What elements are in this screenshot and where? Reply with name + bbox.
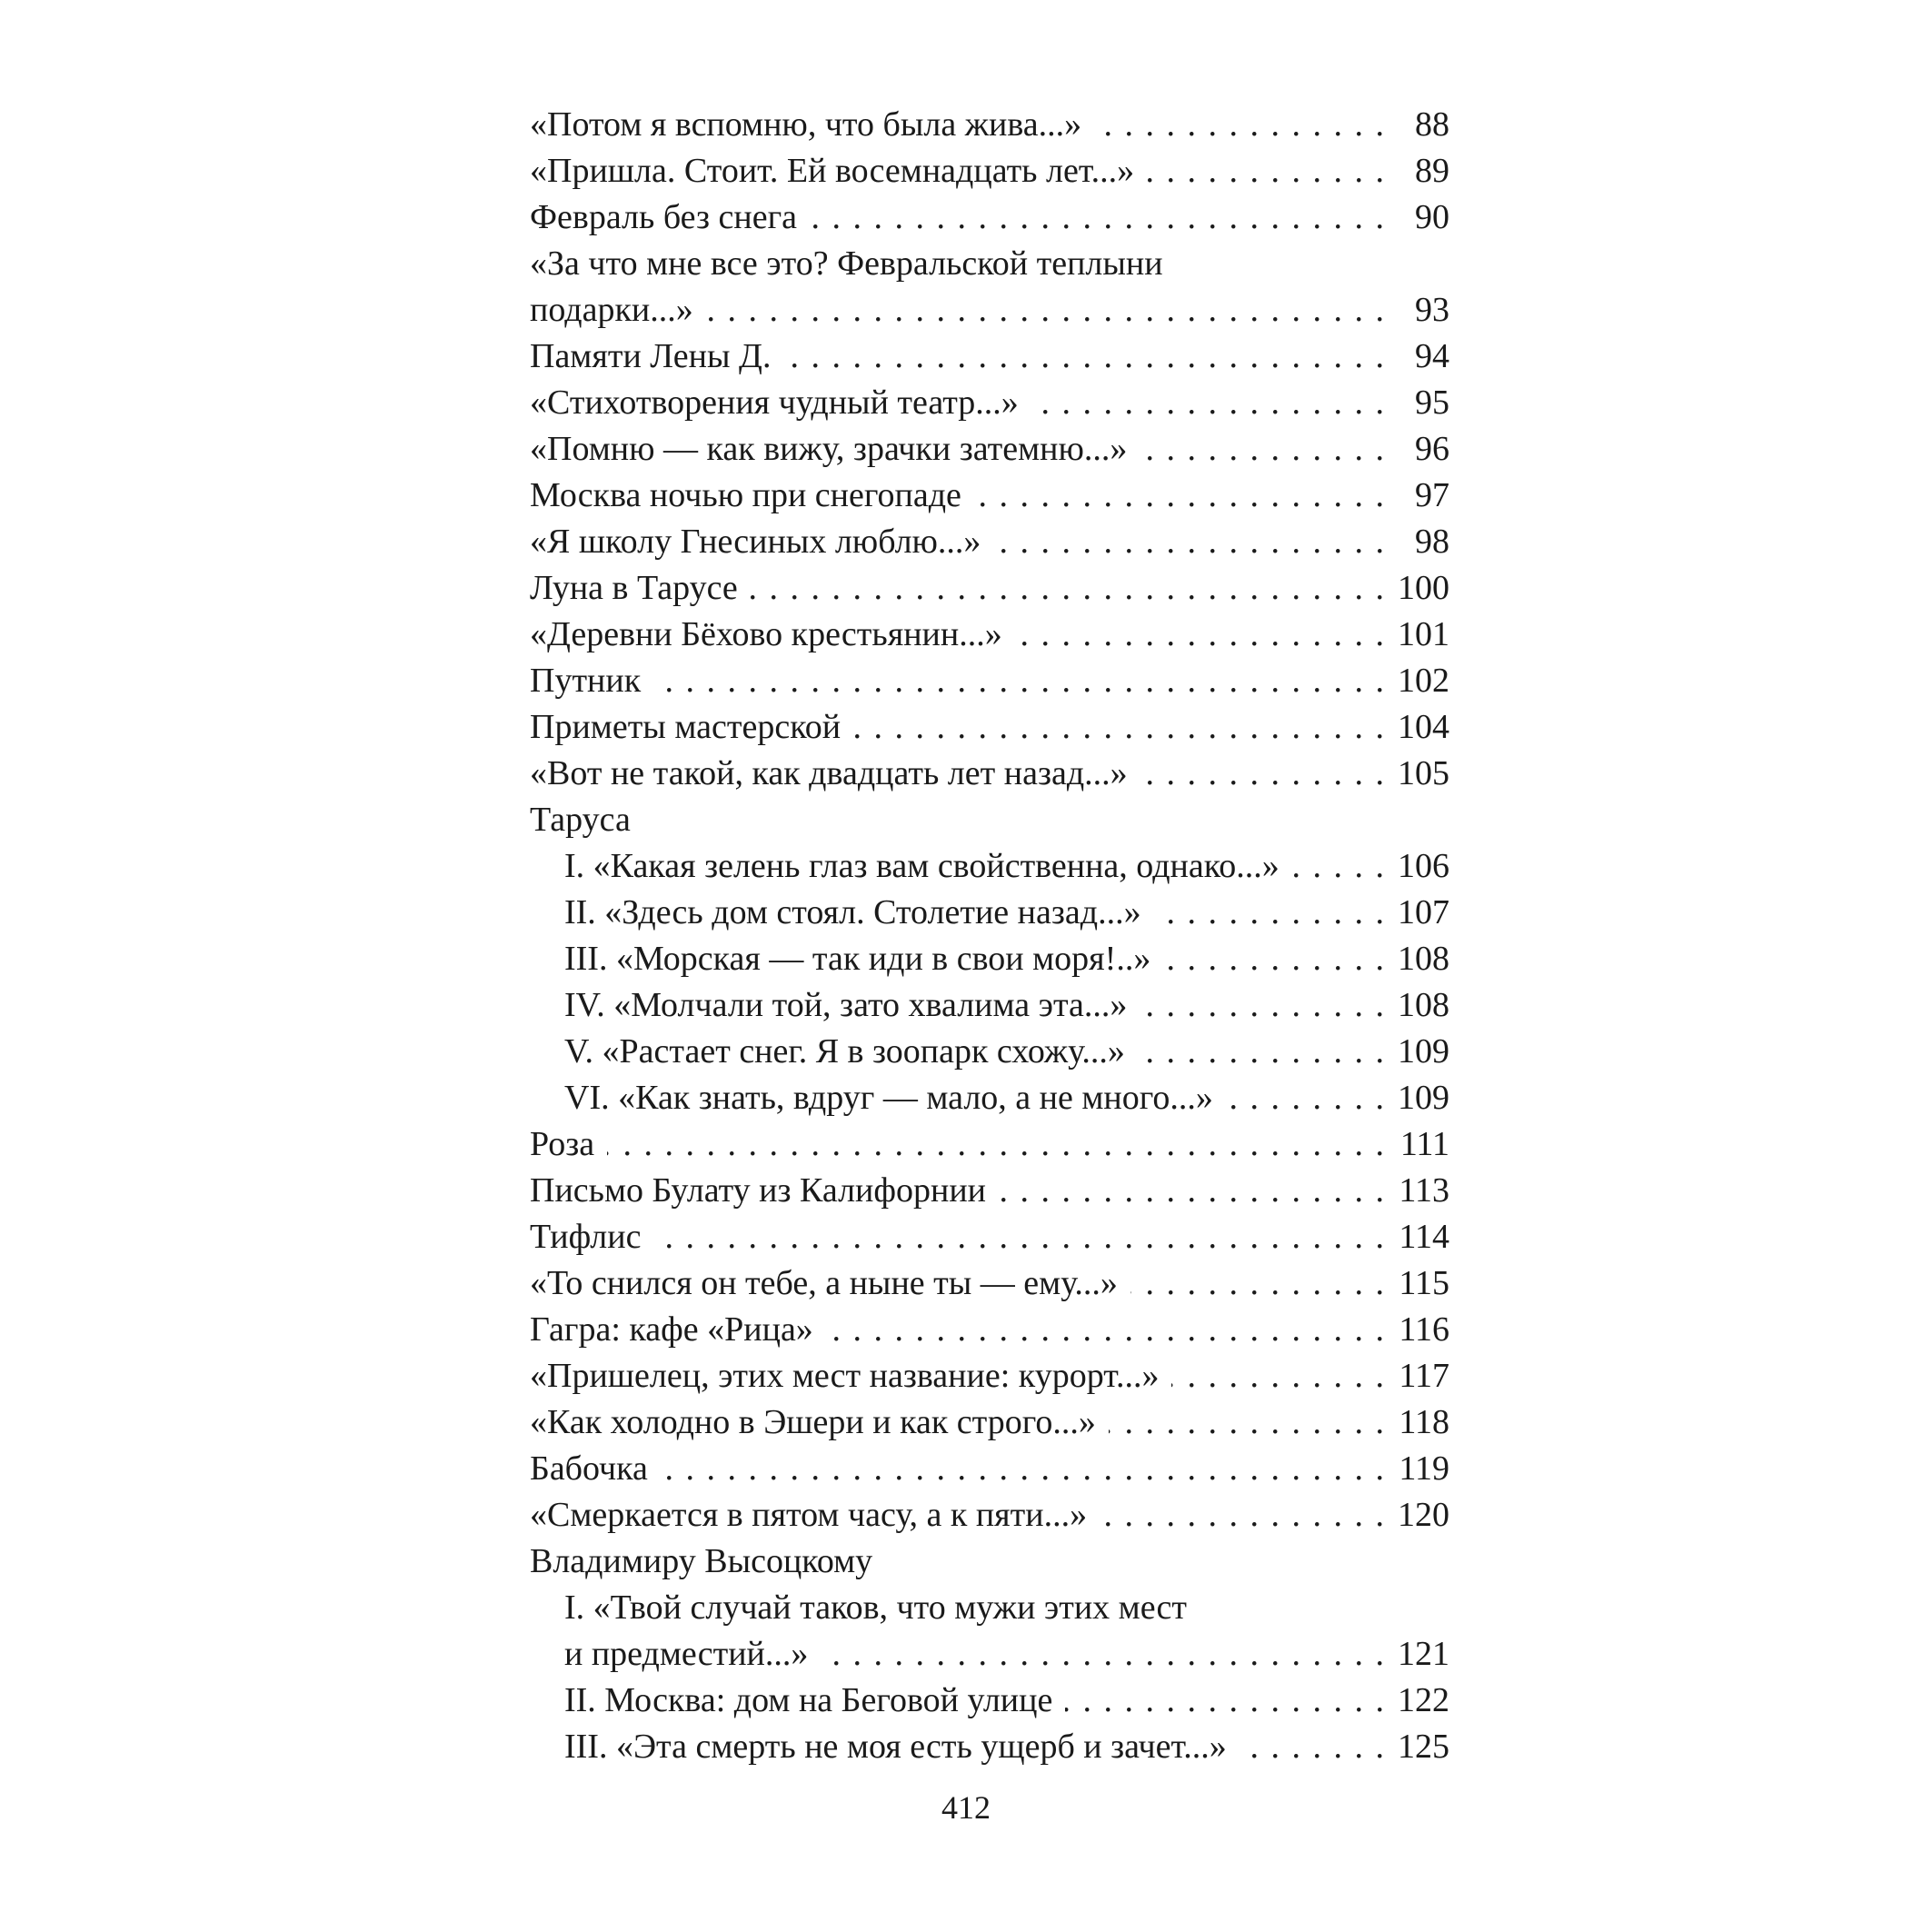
toc-entry bbox=[530, 1168, 1449, 1214]
toc-entry-page: 98 bbox=[1415, 523, 1449, 561]
toc-entry bbox=[530, 1492, 1449, 1539]
toc-entry bbox=[530, 1075, 1449, 1121]
toc-entry-page: 121 bbox=[1398, 1635, 1449, 1673]
toc-entry-title: VI. «Как знать, вдруг — мало, а не много...» bbox=[564, 1079, 1213, 1117]
toc-entry-page: 115 bbox=[1399, 1264, 1449, 1302]
toc-entry-title: III. «Морская — так иди в свои моря!..» bbox=[564, 940, 1151, 978]
dot-leader bbox=[974, 473, 1386, 519]
toc-entry-title: Приметы мастерской bbox=[530, 708, 842, 746]
toc-entry-title: «Пришелец, этих мест название: курорт...» bbox=[530, 1357, 1160, 1395]
toc-entry-page: 104 bbox=[1398, 708, 1449, 746]
toc-entry-page: 100 bbox=[1398, 569, 1449, 607]
toc-entry-title: подарки...» bbox=[530, 291, 693, 329]
toc-entry-title: Роза bbox=[530, 1125, 595, 1163]
toc-entry-page: 109 bbox=[1398, 1032, 1449, 1071]
dot-leader bbox=[653, 658, 1386, 704]
toc-entry-title: «Пришла. Стоит. Ей восемнадцать лет...» bbox=[530, 152, 1135, 190]
toc-entry bbox=[530, 612, 1449, 658]
table-of-contents bbox=[530, 102, 1449, 1770]
toc-entry bbox=[530, 1260, 1449, 1307]
toc-entry-page: 95 bbox=[1415, 383, 1449, 422]
toc-entry-title: «То снился он тебе, а ныне ты — ему...» bbox=[530, 1264, 1118, 1302]
toc-entry-page: 102 bbox=[1398, 662, 1449, 700]
toc-entry-page: 94 bbox=[1415, 337, 1449, 375]
dot-leader bbox=[1065, 1678, 1386, 1724]
dot-leader bbox=[1109, 1399, 1386, 1446]
toc-entry-page: 108 bbox=[1398, 986, 1449, 1024]
toc-entry-page: 119 bbox=[1399, 1449, 1449, 1488]
dot-leader bbox=[1292, 843, 1386, 890]
toc-entry-title: «Вот не такой, как двадцать лет назад...» bbox=[530, 754, 1128, 792]
toc-entry bbox=[530, 1678, 1449, 1724]
dot-leader bbox=[993, 519, 1386, 565]
toc-entry-page: 111 bbox=[1399, 1125, 1449, 1163]
dot-leader bbox=[1163, 936, 1386, 982]
toc-entry-title: «Как холодно в Эшери и как строго...» bbox=[530, 1403, 1096, 1441]
toc-entry-title: V. «Растает снег. Я в зоопарк схожу...» bbox=[564, 1032, 1125, 1071]
toc-entry-title: IV. «Молчали той, зато хвалима эта...» bbox=[564, 986, 1128, 1024]
dot-leader bbox=[826, 1307, 1386, 1353]
toc-entry bbox=[530, 1539, 1449, 1585]
toc-entry-page: 122 bbox=[1398, 1681, 1449, 1719]
toc-entry bbox=[530, 797, 1449, 843]
toc-entry bbox=[530, 565, 1449, 612]
dot-leader bbox=[1094, 102, 1386, 148]
toc-entry bbox=[530, 1307, 1449, 1353]
toc-entry bbox=[530, 241, 1449, 287]
toc-entry bbox=[530, 334, 1449, 380]
toc-entry-page: 105 bbox=[1398, 754, 1449, 792]
toc-entry bbox=[530, 148, 1449, 194]
toc-entry-page: 118 bbox=[1399, 1403, 1449, 1441]
toc-entry bbox=[530, 473, 1449, 519]
dot-leader bbox=[1226, 1075, 1386, 1121]
toc-entry bbox=[530, 102, 1449, 148]
toc-entry-title: III. «Эта смерть не моя есть ущерб и зачет...» bbox=[564, 1728, 1227, 1766]
toc-entry-title: Тифлис bbox=[530, 1218, 642, 1256]
toc-entry-title: Путник bbox=[530, 662, 642, 700]
toc-entry-page: 116 bbox=[1399, 1310, 1449, 1349]
toc-entry bbox=[530, 194, 1449, 241]
dot-leader bbox=[1140, 982, 1386, 1029]
toc-entry bbox=[530, 658, 1449, 704]
toc-entry-title: Памяти Лены Д. bbox=[530, 337, 772, 375]
dot-leader bbox=[1015, 612, 1386, 658]
toc-entry bbox=[530, 1446, 1449, 1492]
dot-leader bbox=[999, 1168, 1386, 1214]
dot-leader bbox=[751, 565, 1386, 612]
toc-entry-page: 108 bbox=[1398, 940, 1449, 978]
toc-entry-title: Луна в Тарусе bbox=[530, 569, 738, 607]
toc-entry bbox=[530, 380, 1449, 426]
dot-leader bbox=[1147, 148, 1386, 194]
toc-entry-title: и предместий...» bbox=[564, 1635, 809, 1673]
dot-leader bbox=[853, 704, 1386, 751]
toc-entry-title: Письмо Булату из Калифорнии bbox=[530, 1171, 986, 1210]
toc-entry-title: II. «Здесь дом стоял. Столетие назад...» bbox=[564, 893, 1141, 931]
toc-entry-page: 101 bbox=[1398, 615, 1449, 653]
toc-entry-title: Бабочка bbox=[530, 1449, 648, 1488]
toc-entry-page: 113 bbox=[1399, 1171, 1449, 1210]
dot-leader bbox=[821, 1631, 1386, 1678]
toc-entry bbox=[530, 936, 1449, 982]
toc-entry-title: Москва ночью при снегопаде bbox=[530, 476, 961, 514]
toc-entry bbox=[530, 890, 1449, 936]
dot-leader bbox=[1130, 1260, 1386, 1307]
toc-entry-title: Февраль без снега bbox=[530, 198, 798, 236]
toc-entry bbox=[530, 1724, 1449, 1770]
toc-entry-page: 96 bbox=[1415, 430, 1449, 468]
toc-entry-title: «Потом я вспомню, что была жива...» bbox=[530, 105, 1082, 144]
dot-leader bbox=[1140, 426, 1386, 473]
toc-entry bbox=[530, 1121, 1449, 1168]
toc-entry-page: 117 bbox=[1399, 1357, 1449, 1395]
toc-entry-page: 120 bbox=[1398, 1496, 1449, 1534]
toc-entry-title: «Деревни Бёхово крестьянин...» bbox=[530, 615, 1002, 653]
toc-entry-page: 114 bbox=[1399, 1218, 1449, 1256]
toc-entry-title: «Смеркается в пятом часу, а к пяти...» bbox=[530, 1496, 1088, 1534]
toc-entry bbox=[530, 287, 1449, 334]
dot-leader bbox=[1138, 1029, 1386, 1075]
dot-leader bbox=[706, 287, 1386, 334]
toc-entry-page: 125 bbox=[1398, 1728, 1449, 1766]
toc-entry-page: 93 bbox=[1415, 291, 1449, 329]
toc-entry bbox=[530, 751, 1449, 797]
toc-entry-title: II. Москва: дом на Беговой улице bbox=[564, 1681, 1053, 1719]
toc-entry bbox=[530, 1399, 1449, 1446]
dot-leader bbox=[810, 194, 1386, 241]
toc-entry-page: 107 bbox=[1398, 893, 1449, 931]
toc-entry-page: 88 bbox=[1415, 105, 1449, 144]
toc-entry-page: 97 bbox=[1415, 476, 1449, 514]
toc-entry bbox=[530, 1029, 1449, 1075]
dot-leader bbox=[1100, 1492, 1386, 1539]
toc-entry-title: Владимиру Высоцкому bbox=[530, 1542, 873, 1580]
toc-entry-title: «Я школу Гнесиных люблю...» bbox=[530, 523, 981, 561]
toc-entry bbox=[530, 519, 1449, 565]
dot-leader bbox=[653, 1214, 1386, 1260]
dot-leader bbox=[783, 334, 1386, 380]
toc-entry bbox=[530, 426, 1449, 473]
toc-entry-title: Таруса bbox=[530, 801, 631, 839]
toc-entry-title: Гагра: кафе «Рица» bbox=[530, 1310, 813, 1349]
dot-leader bbox=[1154, 890, 1386, 936]
toc-entry bbox=[530, 982, 1449, 1029]
dot-leader bbox=[1031, 380, 1386, 426]
dot-leader bbox=[1240, 1724, 1386, 1770]
toc-entry-title: I. «Какая зелень глаз вам свойственна, однако...» bbox=[564, 847, 1280, 885]
toc-entry-title: I. «Твой случай таков, что мужи этих мест bbox=[564, 1588, 1187, 1627]
toc-entry-title: «За что мне все это? Февральской теплыни bbox=[530, 244, 1163, 283]
toc-entry-page: 89 bbox=[1415, 152, 1449, 190]
toc-entry-title: «Помню — как вижу, зрачки затемню...» bbox=[530, 430, 1128, 468]
toc-entry bbox=[530, 843, 1449, 890]
dot-leader bbox=[607, 1121, 1386, 1168]
dot-leader bbox=[661, 1446, 1386, 1492]
toc-entry-page: 109 bbox=[1398, 1079, 1449, 1117]
dot-leader bbox=[1171, 1353, 1386, 1399]
toc-entry bbox=[530, 1353, 1449, 1399]
toc-entry-page: 90 bbox=[1415, 198, 1449, 236]
page-number: 412 bbox=[941, 1789, 991, 1826]
toc-entry bbox=[530, 704, 1449, 751]
toc-entry bbox=[530, 1214, 1449, 1260]
toc-entry bbox=[530, 1585, 1449, 1631]
toc-entry bbox=[530, 1631, 1449, 1678]
dot-leader bbox=[1140, 751, 1386, 797]
toc-entry-page: 106 bbox=[1398, 847, 1449, 885]
toc-entry-title: «Стихотворения чудный театр...» bbox=[530, 383, 1019, 422]
